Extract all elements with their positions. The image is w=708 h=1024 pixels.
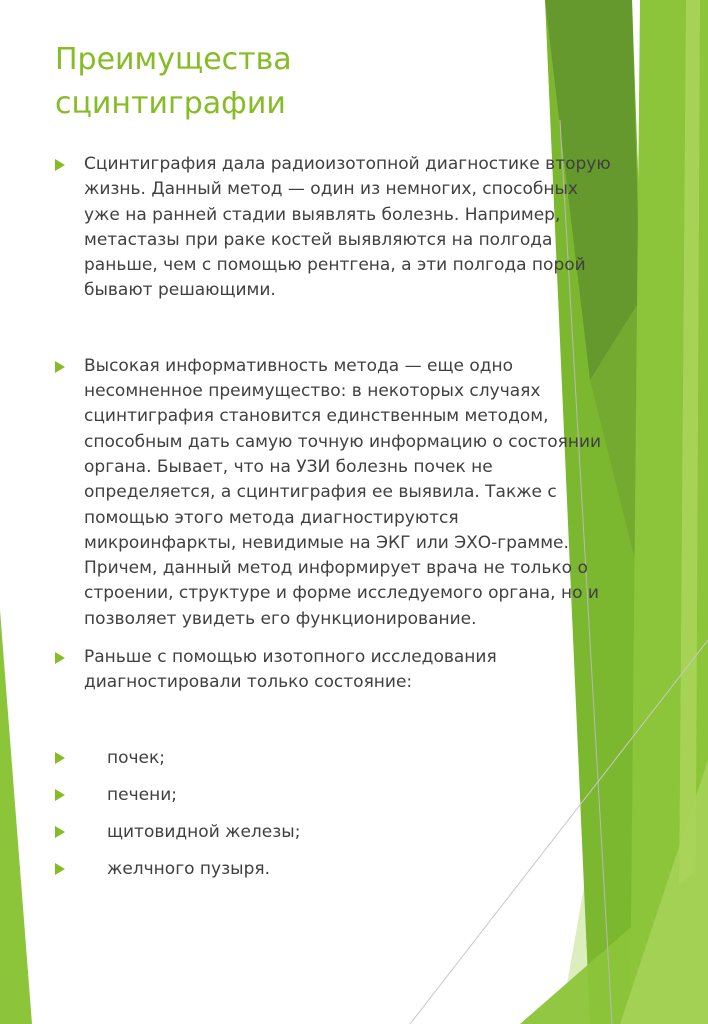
list-item-text: почек; <box>107 747 166 768</box>
paragraph-2-text: Высокая информативность метода — еще одно несомненное преимущество: в некоторых случаях сцинтиграфия становится единственным методом, способным дать самую точную информацию о состоянии органа. Бывает, что на УЗИ болезнь почек не определяется, а сцинтиграфия ее выявила. Также с помощью этого метода диагностируются микроинфаркты, невидимые на ЭКГ или ЭХО-грамме. Причем, данный метод информирует врача не только о строении, структуре и форме исследуемого органа, но и позволяет увидеть его функционирование. <box>84 355 602 629</box>
triangle-bullet-icon <box>55 826 65 838</box>
slide-content <box>55 152 655 894</box>
list-item <box>55 783 655 820</box>
triangle-bullet-icon <box>55 361 65 373</box>
triangle-bullet-icon <box>55 789 65 801</box>
slide-title: Преимущества сцинтиграфии <box>55 42 292 121</box>
paragraph-3-text: Раньше с помощью изотопного исследования диагностировали только состояние: <box>84 647 497 693</box>
paragraph-3 <box>55 645 655 696</box>
paragraph-2 <box>55 354 655 632</box>
paragraph-1 <box>55 152 655 304</box>
list-item <box>55 857 655 894</box>
list-item-text: щитовидной железы; <box>107 821 301 842</box>
triangle-bullet-icon <box>55 863 65 875</box>
list-item <box>55 820 655 857</box>
organ-list <box>55 746 655 894</box>
triangle-bullet-icon <box>55 652 65 664</box>
list-item-text: желчного пузыря. <box>107 858 270 879</box>
list-item <box>55 746 655 783</box>
triangle-bullet-icon <box>55 159 65 171</box>
list-item-text: печени; <box>107 784 177 805</box>
left-green-stripe <box>0 610 32 1024</box>
triangle-bullet-icon <box>55 752 65 764</box>
paragraph-1-text: Сцинтиграфия дала радиоизотопной диагностике вторую жизнь. Данный метод — один из немногих, способных уже на ранней стадии выявлять болезнь. Например, метастазы при раке костей выявляются на полгода раньше, чем с помощью рентгена, а эти полгода порой бывают решающими. <box>84 154 611 301</box>
